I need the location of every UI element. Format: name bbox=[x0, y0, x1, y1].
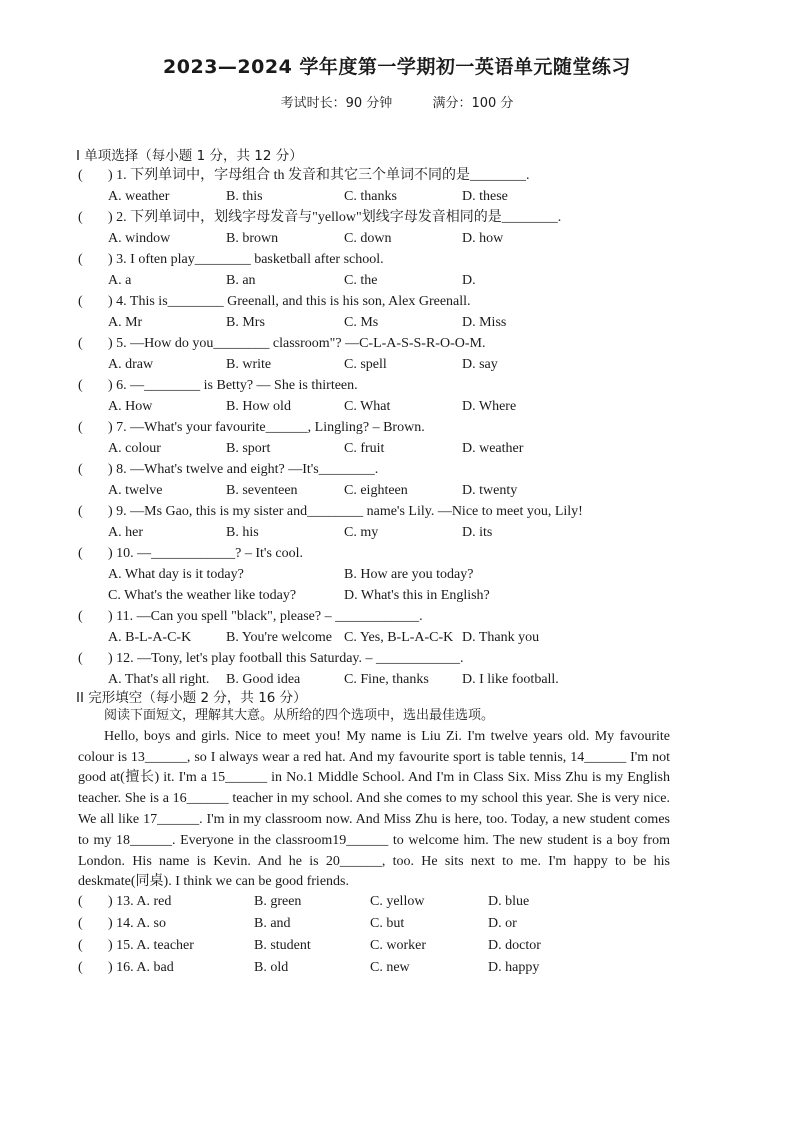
answer-option[interactable]: A. twelve bbox=[108, 483, 163, 498]
answer-option[interactable]: B. student bbox=[254, 938, 311, 953]
answer-bracket[interactable]: ( bbox=[78, 916, 83, 931]
answer-option[interactable]: A. How bbox=[108, 399, 153, 414]
answer-option[interactable]: A. weather bbox=[108, 189, 170, 204]
question-text: ) 10. —____________? – It's cool. bbox=[108, 546, 304, 561]
question-text: ) 7. —What's your favourite______, Lingling? – Brown. bbox=[108, 420, 425, 435]
cloze-option-a[interactable]: ) 14. A. so bbox=[108, 916, 166, 931]
answer-option[interactable]: C. worker bbox=[370, 938, 426, 953]
answer-option[interactable]: C. down bbox=[344, 231, 392, 246]
answer-option[interactable]: D. these bbox=[462, 189, 508, 204]
question-stem bbox=[78, 418, 425, 438]
answer-bracket[interactable]: ( bbox=[78, 420, 83, 435]
section-1-heading: I 单项选择（每小题 1 分，共 12 分） bbox=[76, 148, 303, 164]
answer-bracket[interactable]: ( bbox=[78, 609, 83, 624]
section-2-heading: II 完形填空（每小题 2 分，共 16 分） bbox=[76, 690, 307, 706]
answer-option[interactable]: D. how bbox=[462, 231, 504, 246]
question-text: ) 12. —Tony, let's play football this Saturday. – ____________. bbox=[108, 651, 464, 666]
cloze-question-row bbox=[78, 914, 517, 934]
answer-option[interactable]: B. an bbox=[226, 273, 256, 288]
answer-bracket[interactable]: ( bbox=[78, 651, 83, 666]
answer-option[interactable]: D. its bbox=[462, 525, 493, 540]
answer-option[interactable]: C. spell bbox=[344, 357, 387, 372]
answer-option[interactable]: C. Yes, B-L-A-C-K bbox=[344, 630, 454, 645]
answer-option[interactable]: B. seventeen bbox=[226, 483, 298, 498]
answer-option[interactable]: D. say bbox=[462, 357, 498, 372]
answer-option[interactable]: B. How old bbox=[226, 399, 291, 414]
answer-option[interactable]: B. Mrs bbox=[226, 315, 265, 330]
answer-option[interactable]: C. thanks bbox=[344, 189, 397, 204]
question-stem bbox=[78, 649, 464, 669]
answer-option[interactable]: C. Ms bbox=[344, 315, 379, 330]
question-stem bbox=[78, 376, 358, 396]
cloze-instructions: 阅读下面短文，理解其大意。从所给的四个选项中，选出最佳选项。 bbox=[104, 708, 495, 723]
question-text: ) 11. —Can you spell "black", please? – ____________. bbox=[108, 609, 423, 624]
question-text: ) 3. I often play________ basketball after school. bbox=[108, 252, 384, 267]
answer-option[interactable]: B. green bbox=[254, 894, 302, 909]
question-text: ) 8. —What's twelve and eight? —It's________. bbox=[108, 462, 379, 477]
answer-bracket[interactable]: ( bbox=[78, 938, 83, 953]
answer-bracket[interactable]: ( bbox=[78, 504, 83, 519]
answer-option[interactable]: B. Good idea bbox=[226, 672, 301, 687]
question-text: ) 2. 下列单词中，划线字母发音与"yellow"划线字母发音相同的是________. bbox=[108, 210, 562, 225]
answer-option[interactable]: C. What's the weather like today? bbox=[108, 588, 297, 603]
answer-option[interactable]: D. happy bbox=[488, 960, 540, 975]
answer-option[interactable]: A. draw bbox=[108, 357, 154, 372]
answer-option[interactable]: A. colour bbox=[108, 441, 161, 456]
answer-option[interactable]: B. brown bbox=[226, 231, 279, 246]
answer-option[interactable]: B. old bbox=[254, 960, 289, 975]
answer-option[interactable]: C. eighteen bbox=[344, 483, 408, 498]
answer-option[interactable]: D. twenty bbox=[462, 483, 518, 498]
answer-option[interactable]: D. doctor bbox=[488, 938, 541, 953]
answer-option[interactable]: B. You're welcome bbox=[226, 630, 332, 645]
question-stem bbox=[78, 502, 583, 522]
answer-bracket[interactable]: ( bbox=[78, 546, 83, 561]
answer-option[interactable]: A. her bbox=[108, 525, 143, 540]
exam-info bbox=[0, 92, 794, 111]
cloze-option-a[interactable]: ) 15. A. teacher bbox=[108, 938, 194, 953]
answer-bracket[interactable]: ( bbox=[78, 168, 83, 183]
cloze-text: Hello, boys and girls. Nice to meet you! My name is Liu Zi. I'm twelve years old. My favourite colour is 13______, so I always wear a red hat. And my favourite sport is table tennis, 14______ I'm not good at(擅长) it. I'm a 15______ in No.1 Middle School. And I'm in Class Six. Miss Zhu is my English teacher. She is a 16______ teacher in my school. And she comes to my school this year. She is very nice. We all like 17______. I'm in my classroom now. And Miss Zhu is here, too. Today, a new student comes to my 18______. Everyone in the classroom19______ to welcome him. The new student is a boy from London. His name is Kevin. And he is 20______, too. He sits next to me. I'm happy to be his deskmate(同桌). I think we can be good friends. bbox=[78, 728, 670, 890]
answer-option[interactable]: A. Mr bbox=[108, 315, 143, 330]
answer-option[interactable]: B. this bbox=[226, 189, 263, 204]
answer-bracket[interactable]: ( bbox=[78, 378, 83, 393]
question-stem bbox=[78, 544, 303, 564]
question-stem bbox=[78, 607, 423, 627]
answer-option[interactable]: C. What bbox=[344, 399, 391, 414]
answer-bracket[interactable]: ( bbox=[78, 462, 83, 477]
cloze-question-row bbox=[78, 958, 540, 978]
answer-option[interactable]: B. and bbox=[254, 916, 291, 931]
question-text: ) 5. —How do you________ classroom"? —C-L-A-S-S-R-O-O-M. bbox=[108, 336, 486, 351]
answer-option[interactable]: D. What's this in English? bbox=[344, 588, 490, 603]
answer-option[interactable]: D. Thank you bbox=[462, 630, 540, 645]
answer-option[interactable]: D. Where bbox=[462, 399, 517, 414]
answer-option[interactable]: C. my bbox=[344, 525, 379, 540]
answer-option[interactable]: D. Miss bbox=[462, 315, 507, 330]
question-stem bbox=[78, 250, 384, 270]
answer-option[interactable]: A. B-L-A-C-K bbox=[108, 630, 192, 645]
answer-option[interactable]: A. window bbox=[108, 231, 171, 246]
answer-option[interactable]: C. Fine, thanks bbox=[344, 672, 429, 687]
question-text: ) 9. —Ms Gao, this is my sister and________ name's Lily. —Nice to meet you, Lily! bbox=[108, 504, 583, 519]
question-stem bbox=[78, 334, 485, 354]
cloze-question-row bbox=[78, 936, 541, 956]
answer-bracket[interactable]: ( bbox=[78, 252, 83, 267]
answer-bracket[interactable]: ( bbox=[78, 336, 83, 351]
answer-option[interactable]: A. That's all right. bbox=[108, 672, 210, 687]
answer-option[interactable]: D. blue bbox=[488, 894, 530, 909]
question-stem bbox=[78, 166, 530, 186]
answer-option[interactable]: B. sport bbox=[226, 441, 271, 456]
answer-option[interactable]: D. bbox=[462, 273, 476, 288]
question-text: ) 6. —________ is Betty? — She is thirteen. bbox=[108, 378, 358, 393]
full-score: 满分：100 分 bbox=[432, 96, 514, 111]
question-text: ) 4. This is________ Greenall, and this is his son, Alex Greenall. bbox=[108, 294, 471, 309]
answer-option[interactable]: B. write bbox=[226, 357, 272, 372]
question-text: ) 1. 下列单词中，字母组合 th 发音和其它三个单词不同的是________. bbox=[108, 168, 530, 183]
answer-option[interactable]: C. yellow bbox=[370, 894, 425, 909]
cloze-option-a[interactable]: ) 16. A. bad bbox=[108, 960, 174, 975]
answer-option[interactable]: D. I like football. bbox=[462, 672, 559, 687]
question-stem bbox=[78, 292, 471, 312]
question-stem bbox=[78, 460, 378, 480]
cloze-question-row bbox=[78, 892, 530, 912]
question-stem bbox=[78, 208, 561, 228]
answer-option[interactable]: B. How are you today? bbox=[344, 567, 474, 582]
answer-bracket[interactable]: ( bbox=[78, 960, 83, 975]
time-limit: 考试时长：90 分钟 bbox=[280, 96, 393, 111]
answer-bracket[interactable]: ( bbox=[78, 210, 83, 225]
answer-option[interactable]: C. but bbox=[370, 916, 405, 931]
answer-option[interactable]: B. his bbox=[226, 525, 259, 540]
answer-option[interactable]: A. a bbox=[108, 273, 132, 288]
answer-bracket[interactable]: ( bbox=[78, 894, 83, 909]
answer-option[interactable]: D. weather bbox=[462, 441, 524, 456]
answer-option[interactable]: C. the bbox=[344, 273, 378, 288]
answer-option[interactable]: C. new bbox=[370, 960, 410, 975]
answer-option[interactable]: C. fruit bbox=[344, 441, 385, 456]
answer-option[interactable]: A. What day is it today? bbox=[108, 567, 244, 582]
cloze-passage bbox=[78, 706, 670, 893]
exam-title: 2023—2024 学年度第一学期初一英语单元随堂练习 bbox=[163, 56, 631, 78]
cloze-option-a[interactable]: ) 13. A. red bbox=[108, 894, 172, 909]
answer-option[interactable]: D. or bbox=[488, 916, 517, 931]
answer-bracket[interactable]: ( bbox=[78, 294, 83, 309]
